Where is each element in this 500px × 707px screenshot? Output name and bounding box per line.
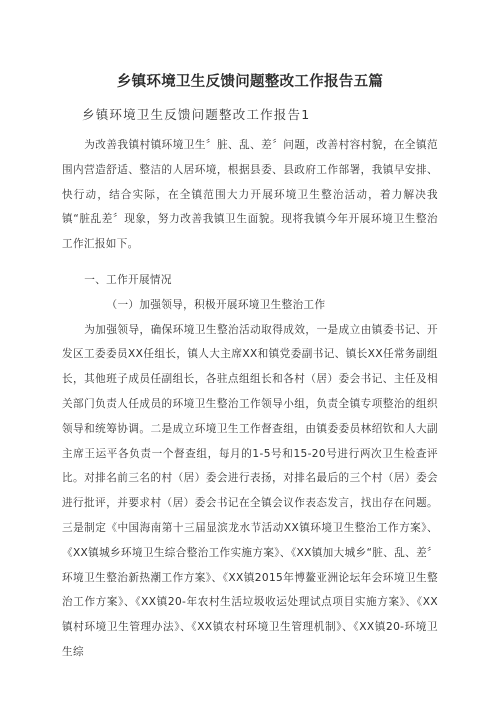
section-heading: 一、工作开展情况 bbox=[84, 273, 172, 286]
sub-heading: （一）加强领导，积极开展环境卫生整治工作 bbox=[106, 298, 326, 311]
document-title: 乡镇环境卫生反馈问题整改工作报告五篇 bbox=[116, 74, 384, 90]
document-subtitle: 乡镇环境卫生反馈问题整改工作报告1 bbox=[82, 107, 311, 122]
intro-paragraph: 为改善我镇村镇环境卫生〞脏、乱、差〞问题，改善村容村貌，在全镇范围内营造舒适、整洁的人居环境，根据县委、县政府工作部署，我镇早安排、快行动，结合实际，在全镇范围大力开展环境卫生整治活动，着力解决我镇“脏乱差〞现象，努力改善我镇卫生面貌。现将我镇今年开展环境卫生整治工作汇报如下。 bbox=[62, 139, 438, 251]
body-paragraph: 为加强领导，确保环境卫生整治活动取得成效，一是成立由镇委书记、开发区工委委员XX任组长，镇人大主席XX和镇党委副书记、镇长XX任常务副组长，其他班子成员任副组长，各驻点组组长和各村（居）委会书记、主任及相关部门负责人任成员的环境卫生整治工作领导小组，负责全镇专项整治的组织领导和统筹协调。二是成立环境卫生工作督查组，由镇委委员林绍钦和人大副主席王运平各负责一个督查组，每月的1-5号和15-20号进行两次卫生检查评比。对排名前三名的村（居）委会进行表扬，对排名最后的三个村（居）委会进行批评，并要求村（居）委会书记在全镇会议作表态发言，找出存在问题。三是制定《中国海南第十三届显滨龙水节活动XX镇环境卫生整治工作方案》、《XX镇城乡环境卫生综合整治工作实施方案》、《XX镇加大城乡“脏、乱、差〞环境卫生整治新热潮工作方案》、《XX镇2015年博鳌亚洲论坛年会环境卫生整治工作方案》、《XX镇20-年农村生活垃圾收运处理试点项目实施方案》、《XX镇村环境卫生管理办法》、《XX镇农村环境卫生管理机制》、《XX镇20-环境卫生综 bbox=[62, 323, 438, 658]
